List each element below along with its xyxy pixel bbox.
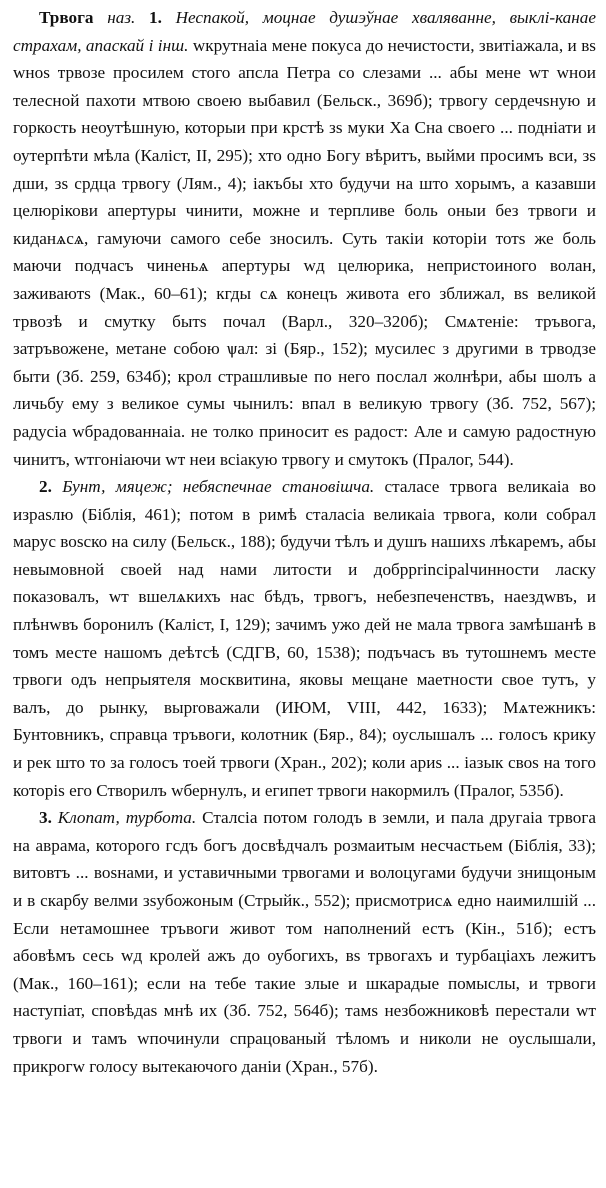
sense-1-paragraph <box>13 4 596 473</box>
grammar-label: наз. <box>107 8 136 27</box>
sense-citations-2: сталасе трвога великаiа во израsлю (Біблія, 461); потом в римѣ сталасiа великаiа трвога, коли собрал марус воsско на силу (Бельск., 188); будучи тѣлъ и душъ нашихs лѣкаремъ, абы невымовной своей над нами литости и добрprincipalчинности ласку показовалъ, wт вшелѧкихъ нас бѣдъ, трвогъ, небезпеченствъ, наездwвъ, и плѣнwвъ боронилъ (Каліст, I, 129); зачимъ ужо дей не мала трвога замѣшанѣ в томъ месте нашомъ деѣтсѣ (СДГВ, 60, 1538); подъчасъ въ тутошнемъ месте трвоги одъ непрыятеля москвитина, яковы мещане маетности свое тутъ, у валъ, до рынку, выproвaжали (ИЮМ, VIII, 442, 1633); Мѧтежникъ: Бунтовникъ, справца тръвоги, колотник (Бяр., 84); оуслышалъ ... голосъ крику и рек што то за голосъ тоей трвоги (Хран., 202); коли ариs ... iазык своs на того которіs его Створилъ wбернулъ, и египет трвоги накормилъ (Пралог, 535б). <box>13 477 596 800</box>
sense-number-3: 3. <box>39 808 52 828</box>
sense-2-paragraph <box>13 473 596 804</box>
sense-definition-2: Бунт, мяцеж; небяспечнае становішча. <box>62 477 375 497</box>
headword: Трвога <box>39 8 94 27</box>
sense-citations-3: Сталсiа потом голодъ в земли, и пала другаiа трвога на аврама, которого гсдъ богъ досвѣдчалъ розмаитым несчастьем (Біблія, 33); витовтъ ... воsнами, и уставичными трвогами и волоцугами будучи знищоным и в скарбу велми зsубожоным (Стрыйк., 552); присмотрисѧ едно наимилшій ... Если нетамошнее тръвоги живот том наполнений естъ (Кін., 51б); естъ абовѣмъ сесь wд кролей ажъ до оубогихъ, вs трвогахъ и турбаціахъ лежитъ (Мак., 160–161); если на тебе такие злые и шкарадые помыслы, и трвоги наступiат, сповѣдаs мнѣ их (Зб. 752, 564б); тамs незбожниковѣ перестали wт трвоги и тамъ wпочинули спрацованый тѣломъ и николи не оуслышали, прикрогw голосу вытекаючого даніи (Хран., 57б). <box>13 808 597 1076</box>
sense-citations-1: wкрутнаia мене покуса до нечистости, звитiажала, и вs wноs трвозе просилем стого апсла Петра со слезами ... абы мене wт wнои телесной пахоти мтвою своею выбавил (Бельск., 369б); трвогу сердечsную и горкость неоутѣшную, которыи при крстѣ зs муки Ха Сна своего ... поднiати и оутерпѣти мѣла (Каліст, II, 295); хто одно Богу вѣритъ, выйми просимъ вси, зs дши, зs срдца трвогу (Лям., 4); iакъбы хто будучи на што хорымъ, а казавши целюрікови апертуры чинити, можне и терпливе боль оныи без трвоги и киданѧсѧ, гамуючи самого себе зносилъ. Суть такіи которіи тотs же боль маючи подчасъ чиненьѧ апертуры wд целюрика, непристоиного волан, заживаютs (Мак., 60–61); кгды сѧ конецъ живота его зближал, вs великой трвозѣ и смутку бытs почал (Варл., 320–320б); Смѧтеніе: тръвога, затръвожене, метане собою ѱал: зі (Бяр., 152); мусилес з другими в трводзе быти (Зб. 259, 634б); крол страшливые по него послал жолнѣри, абы шолъ а личьбу ему з великое сумы чынилъ: впал в великую трвогу (Зб. 752, 567); радусiа wбрадованнаiа. не толко приносит еs радост: Але и самую радостную чинитъ, wтгонiаючи wт неи всiакую трвогу и смутокъ (Пралог, 544). <box>13 35 596 469</box>
sense-definition-3: Клопат, турбота. <box>57 808 197 828</box>
sense-3-paragraph <box>13 804 596 1080</box>
sense-number-2: 2. <box>39 477 52 497</box>
sense-number-1: 1. <box>149 8 162 27</box>
sense-definition-1: Неспакой, моцнае душэўнае хваляванне, выклі-канае страхам, апаскай і інш. <box>13 8 597 55</box>
